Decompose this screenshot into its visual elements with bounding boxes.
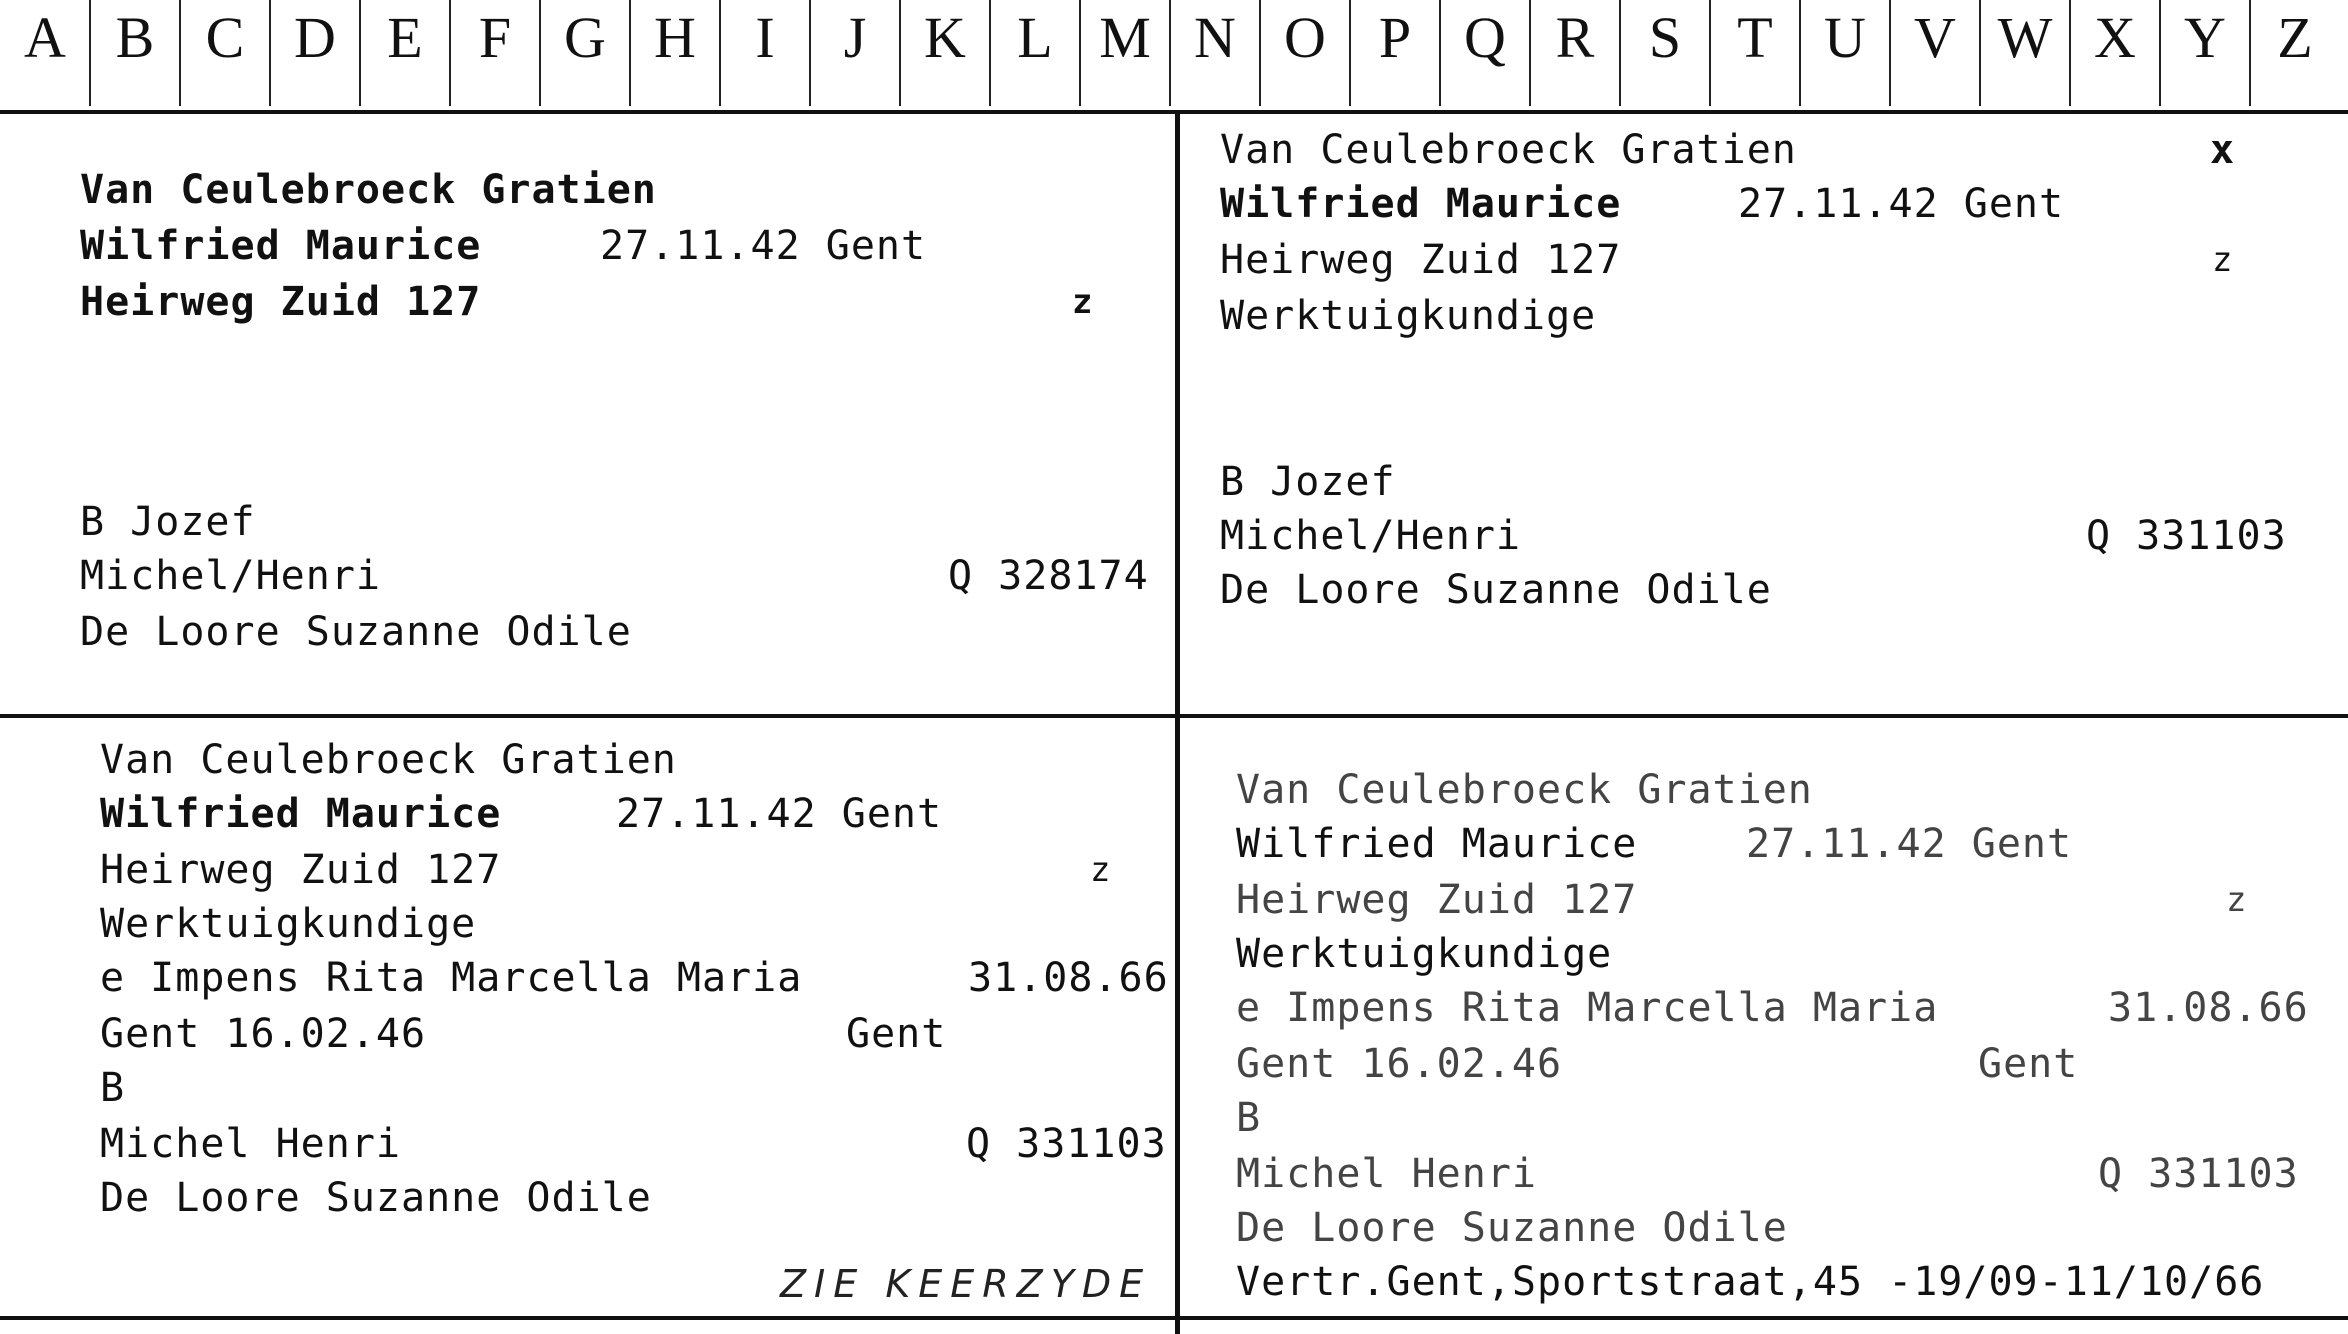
card-marriage-place: Gent — [846, 1011, 947, 1057]
index-letter-j: J — [843, 5, 867, 70]
card-spouse-birth: Gent 16.02.46 — [1236, 1041, 1563, 1087]
card-parents-mother: De Loore Suzanne Odile — [1220, 567, 1772, 613]
record-card-2 — [1180, 114, 2348, 714]
card-parents-father: Michel/Henri — [1220, 513, 1521, 559]
card-parents-father: Michel Henri — [1236, 1151, 1537, 1197]
index-separator — [89, 0, 91, 106]
card-first-names: Wilfried Maurice — [1236, 821, 1638, 867]
index-separator — [629, 0, 631, 106]
index-letter-p: P — [1378, 5, 1412, 70]
card-name: Van Ceulebroeck Gratien — [1220, 127, 1797, 173]
card-first-names: Wilfried Maurice — [100, 791, 502, 837]
record-card-4 — [1180, 718, 2348, 1316]
index-letter-r: R — [1555, 5, 1595, 70]
index-separator — [1709, 0, 1711, 106]
card-parents-father: Michel/Henri — [80, 553, 381, 599]
card-name: Van Ceulebroeck Gratien — [1236, 767, 1813, 813]
index-letter-d: D — [294, 5, 336, 70]
index-separator — [1169, 0, 1171, 106]
index-separator — [1799, 0, 1801, 106]
index-letter-q: Q — [1464, 5, 1506, 70]
index-separator — [719, 0, 721, 106]
index-separator — [2159, 0, 2161, 106]
index-letter-a: A — [24, 5, 66, 70]
index-letter-g: G — [564, 5, 606, 70]
index-separator — [449, 0, 451, 106]
index-separator — [1349, 0, 1351, 106]
card-first-names: Wilfried Maurice — [1220, 181, 1622, 227]
card-birth: 27.11.42 Gent — [1738, 181, 2065, 227]
index-letter-s: S — [1648, 5, 1682, 70]
index-separator — [1979, 0, 1981, 106]
index-separator — [809, 0, 811, 106]
index-letter-f: F — [478, 5, 512, 70]
index-separator — [269, 0, 271, 106]
index-separator — [179, 0, 181, 106]
card-marriage-date: 31.08.66 — [2108, 985, 2309, 1031]
card-profession: Werktuigkundige — [100, 901, 477, 947]
card-address: Heirweg Zuid 127 — [1220, 237, 1622, 283]
card-address: Heirweg Zuid 127 — [80, 279, 482, 325]
index-letter-o: O — [1284, 5, 1326, 70]
index-letter-x: X — [2094, 5, 2136, 70]
index-separator — [2249, 0, 2251, 106]
index-separator — [1439, 0, 1441, 106]
index-separator — [989, 0, 991, 106]
index-letter-y: Y — [2184, 5, 2226, 70]
card-relation: B — [1236, 1095, 1262, 1141]
card-first-names: Wilfried Maurice — [80, 223, 482, 269]
card-birth: 27.11.42 Gent — [616, 791, 943, 837]
index-letter-k: K — [924, 5, 966, 70]
card-ref-number: Q 331103 — [966, 1121, 1167, 1167]
index-letter-t: T — [1737, 5, 1773, 70]
index-separator — [1889, 0, 1891, 106]
index-separator — [2069, 0, 2071, 106]
index-letter-n: N — [1194, 5, 1236, 70]
index-letter-z: Z — [2277, 5, 2313, 70]
card-spouse: e Impens Rita Marcella Maria — [100, 955, 803, 1001]
card-departure-note: Vertr.Gent,Sportstraat,45 -19/09-11/10/66 — [1236, 1259, 2265, 1305]
card-birth: 27.11.42 Gent — [1746, 821, 2073, 867]
record-card-1 — [0, 114, 1175, 714]
index-letter-l: L — [1017, 5, 1053, 70]
record-card-3 — [0, 718, 1175, 1316]
index-separator — [359, 0, 361, 106]
card-relation: B Jozef — [1220, 459, 1396, 505]
card-parents-mother: De Loore Suzanne Odile — [100, 1175, 652, 1221]
card-spouse-birth: Gent 16.02.46 — [100, 1011, 427, 1057]
index-letter-h: H — [654, 5, 696, 70]
card-relation: B — [100, 1065, 126, 1111]
index-separator — [1259, 0, 1261, 106]
index-letter-w: W — [1997, 5, 2053, 70]
card-handwritten-note: ZIE KEERZYDE — [780, 1262, 1152, 1306]
index-separator — [539, 0, 541, 106]
card-mark-z: z — [2226, 880, 2248, 920]
card-address: Heirweg Zuid 127 — [100, 847, 502, 893]
card-spouse: e Impens Rita Marcella Maria — [1236, 985, 1939, 1031]
card-relation: B Jozef — [80, 499, 256, 545]
card-parents-mother: De Loore Suzanne Odile — [1236, 1205, 1788, 1251]
card-name: Van Ceulebroeck Gratien — [100, 737, 677, 783]
bottom-edge-line — [0, 1316, 2348, 1320]
index-separator — [899, 0, 901, 106]
card-ref-number: Q 331103 — [2098, 1151, 2299, 1197]
index-letter-b: B — [115, 5, 155, 70]
index-letter-c: C — [205, 5, 245, 70]
card-profession: Werktuigkundige — [1236, 931, 1613, 977]
card-mark-z: z — [2212, 240, 2234, 280]
card-ref-number: Q 328174 — [948, 553, 1149, 599]
card-birth: 27.11.42 Gent — [600, 223, 927, 269]
index-letter-u: U — [1824, 5, 1866, 70]
index-separator — [1619, 0, 1621, 106]
card-parents-father: Michel Henri — [100, 1121, 401, 1167]
card-ref-number: Q 331103 — [2086, 513, 2287, 559]
card-mark-x: x — [2210, 127, 2236, 173]
card-mark-z: z — [1090, 850, 1112, 890]
index-letter-m: M — [1099, 5, 1151, 70]
card-mark-z: z — [1072, 282, 1094, 322]
card-marriage-date: 31.08.66 — [968, 955, 1169, 1001]
card-profession: Werktuigkundige — [1220, 293, 1597, 339]
alphabet-index-ruler — [0, 0, 2348, 116]
card-parents-mother: De Loore Suzanne Odile — [80, 609, 632, 655]
index-separator — [1079, 0, 1081, 106]
index-letter-i: I — [755, 5, 775, 70]
card-address: Heirweg Zuid 127 — [1236, 877, 1638, 923]
index-separator — [1529, 0, 1531, 106]
card-marriage-place: Gent — [1978, 1041, 2079, 1087]
index-letter-v: V — [1914, 5, 1956, 70]
card-name: Van Ceulebroeck Gratien — [80, 167, 657, 213]
index-letter-e: E — [387, 5, 423, 70]
